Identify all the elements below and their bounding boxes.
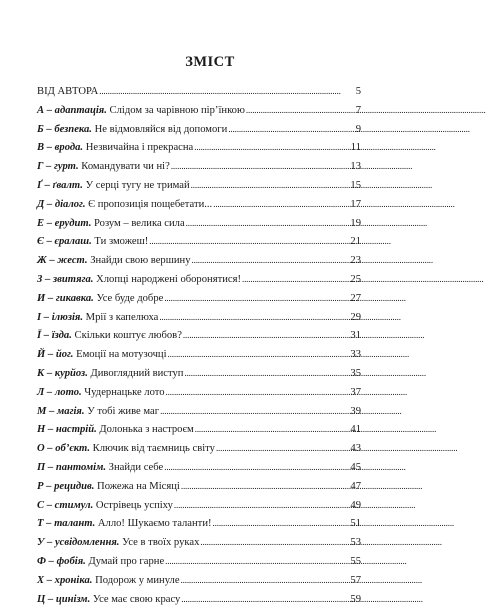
toc-entry-lead: К – курйоз.: [37, 367, 88, 379]
toc-entry-text: Емоції на мотузочці: [76, 349, 167, 361]
toc-entry-text: Розум – велика сила: [94, 217, 185, 229]
toc-entry-title: [37, 591, 180, 609]
toc-entry[interactable]: [37, 402, 361, 421]
toc-entry-title: [37, 497, 173, 516]
toc-entry-title: [37, 252, 191, 271]
toc-page-number: 41: [350, 424, 361, 436]
toc-entry-title: [37, 121, 227, 140]
toc-page-number: 33: [350, 349, 361, 361]
toc-entry[interactable]: [37, 345, 361, 364]
toc-entry-title: [37, 553, 164, 572]
dot-leader: [183, 326, 350, 346]
toc-page-number: 45: [350, 461, 361, 473]
toc-page-number: 17: [350, 198, 361, 210]
dot-leader: [184, 364, 349, 384]
toc-entry-text: Скільки коштує любов?: [74, 330, 182, 342]
toc-entry-lead: Б – безпека.: [37, 123, 92, 135]
toc-entry-text: Острівець успіху: [95, 499, 173, 511]
toc-entry-text: Ключик від таємниць світу: [92, 443, 215, 455]
toc-entry-lead: Р – рецидив.: [37, 480, 95, 492]
toc-entry-text: Усе буде добре: [96, 292, 164, 304]
toc-entry-title: [37, 534, 199, 553]
toc-page-number: 23: [350, 255, 361, 267]
toc-entry-text: Командувати чи ні?: [81, 161, 170, 173]
toc-entry-lead: Д – діалог.: [37, 198, 86, 210]
toc-entry-lead: Н – настрій.: [37, 424, 97, 436]
toc-page-number: 7: [355, 104, 361, 116]
toc-page-number: 5: [355, 86, 361, 97]
dot-leader: [216, 439, 349, 459]
toc-entry-text: Долонька з настроєм: [99, 424, 194, 436]
dot-leader: [164, 458, 349, 478]
dot-leader: [192, 251, 350, 271]
toc-page-number: 53: [350, 537, 361, 549]
toc-entry-text: Думай про гарне: [88, 555, 165, 567]
dot-leader: [171, 157, 350, 177]
toc-entry[interactable]: [37, 138, 361, 157]
toc-entry[interactable]: [37, 82, 361, 101]
toc-entry-text: Пожежа на Місяці: [97, 480, 180, 492]
toc-entry-title: [37, 327, 182, 346]
dot-leader: [228, 120, 350, 140]
dot-leader: [181, 571, 350, 591]
toc-entry-text: Ти зможеш!: [94, 236, 149, 248]
toc-entry[interactable]: [37, 232, 361, 251]
toc-entry-title: [37, 290, 163, 309]
page-title: ЗМІСТ: [185, 54, 235, 70]
toc-entry-title: [37, 177, 190, 196]
toc-entry-title: [37, 403, 159, 422]
toc-entry-lead: Є – єралаш.: [37, 236, 92, 248]
toc-entry[interactable]: [37, 157, 361, 176]
toc-entry-lead: Ґ – ґвалт.: [37, 179, 83, 191]
toc-entry-title: [37, 384, 165, 403]
toc-entry[interactable]: [37, 590, 361, 609]
toc-entry[interactable]: [37, 458, 361, 477]
table-of-contents: [37, 82, 361, 608]
toc-entry-text: Не відмовляйся від допомоги: [94, 123, 228, 135]
toc-entry-lead: З – звитяга.: [37, 273, 94, 285]
toc-entry-text: Знайди себе: [108, 461, 164, 473]
toc-entry[interactable]: [37, 195, 361, 214]
dot-leader: [165, 552, 349, 572]
toc-page-number: 13: [350, 161, 361, 173]
toc-entry-title: [37, 515, 212, 534]
toc-entry-lead: А – адаптація.: [37, 104, 107, 116]
toc-entry[interactable]: [37, 120, 361, 139]
toc-page-number: 47: [350, 480, 361, 492]
toc-entry-lead: П – пантомім.: [37, 461, 107, 473]
toc-entry-title: [37, 215, 185, 234]
toc-entry-text: Алло! Шукаємо таланти!: [97, 518, 212, 530]
toc-page-number: 55: [350, 555, 361, 567]
toc-entry-lead: Г – гурт.: [37, 161, 79, 173]
toc-entry[interactable]: [37, 270, 361, 289]
toc-entry-lead: У – усвідомлення.: [37, 537, 120, 549]
dot-leader: [174, 496, 350, 516]
toc-entry[interactable]: [37, 383, 361, 402]
toc-entry-title: [37, 271, 241, 290]
toc-page-number: 29: [350, 311, 361, 323]
toc-entry[interactable]: [37, 420, 361, 439]
dot-leader: [168, 345, 350, 365]
toc-entry-title: [37, 440, 215, 459]
toc-entry[interactable]: [37, 439, 361, 458]
toc-entry-title: [37, 102, 245, 121]
toc-entry-text: Мрії з капелюха: [85, 311, 159, 323]
dot-leader: [195, 420, 350, 440]
toc-entry[interactable]: [37, 514, 361, 533]
toc-page-number: 59: [350, 593, 361, 605]
toc-entry-text: Знайди свою вершину: [90, 255, 191, 267]
toc-entry-lead: М – магія.: [37, 405, 85, 417]
toc-entry-text: Чудернацьке лото: [84, 386, 165, 398]
toc-entry-lead: Ф – фобія.: [37, 555, 86, 567]
toc-entry[interactable]: [37, 477, 361, 496]
toc-entry-title: [37, 233, 148, 252]
toc-page-number: 27: [350, 292, 361, 304]
toc-entry-lead: С – стимул.: [37, 499, 94, 511]
toc-entry-lead: Ї – їзда.: [37, 330, 72, 342]
toc-page-number: 25: [350, 273, 361, 285]
toc-page-number: 51: [350, 518, 361, 530]
toc-entry-text: У серці тугу не тримай: [85, 179, 190, 191]
dot-leader: [159, 308, 349, 328]
toc-page-number: 31: [350, 330, 361, 342]
dot-leader: [246, 101, 350, 121]
toc-entry[interactable]: [37, 176, 361, 195]
toc-page-number: 19: [350, 217, 361, 229]
toc-entry-title: [37, 421, 194, 440]
toc-entry-lead: В – врода.: [37, 142, 84, 154]
toc-entry-title: [37, 346, 167, 365]
toc-entry-text: Усе в твоїх руках: [122, 537, 200, 549]
toc-entry-title: [37, 309, 158, 328]
dot-leader: [99, 82, 350, 102]
toc-entry[interactable]: [37, 571, 361, 590]
toc-entry-lead: Ж – жест.: [37, 255, 88, 267]
toc-entry-lead: Й – йог.: [37, 349, 74, 361]
toc-entry-lead: Х – хроніка.: [37, 574, 93, 586]
toc-entry[interactable]: [37, 251, 361, 270]
toc-page-number: 37: [350, 386, 361, 398]
dot-leader: [160, 402, 349, 422]
toc-entry-lead: ВІД АВТОРА: [37, 86, 99, 97]
toc-page-number: 39: [350, 405, 361, 417]
dot-leader: [242, 270, 349, 290]
toc-entry-lead: І – ілюзія.: [37, 311, 84, 323]
toc-entry-text: Подорож у минуле: [95, 574, 180, 586]
toc-entry-title: [37, 158, 170, 177]
dot-leader: [181, 477, 350, 497]
dot-leader: [166, 383, 350, 403]
dot-leader: [149, 232, 349, 252]
toc-page-number: 49: [350, 499, 361, 511]
toc-page-number: 35: [350, 367, 361, 379]
toc-page-number: 57: [350, 574, 361, 586]
toc-entry[interactable]: [37, 101, 361, 120]
toc-entry-text: Є пропозиція пощебетати...: [88, 198, 213, 210]
toc-entry-text: Хлопці народжені оборонятися!: [96, 273, 241, 285]
toc-entry[interactable]: [37, 326, 361, 345]
dot-leader: [200, 533, 349, 553]
dot-leader: [213, 514, 350, 534]
toc-page-number: 11: [350, 142, 361, 154]
toc-entry-lead: И – гикавка.: [37, 292, 94, 304]
toc-page-number: 15: [350, 179, 361, 191]
dot-leader: [164, 289, 349, 309]
toc-page-number: 21: [350, 236, 361, 248]
toc-entry-text: Усе має свою красу: [92, 593, 181, 605]
toc-entry-lead: Ц – цинізм.: [37, 593, 91, 605]
toc-entry[interactable]: [37, 214, 361, 233]
toc-entry-title: [37, 139, 193, 158]
toc-entry[interactable]: [37, 289, 361, 308]
toc-entry-lead: Е – ерудит.: [37, 217, 92, 229]
toc-entry[interactable]: [37, 308, 361, 327]
toc-entry-title: [37, 478, 180, 497]
dot-leader: [181, 590, 349, 609]
dot-leader: [194, 138, 350, 158]
toc-page-number: 43: [350, 443, 361, 455]
dot-leader: [186, 214, 350, 234]
toc-entry-title: [37, 196, 212, 215]
toc-entry[interactable]: [37, 533, 361, 552]
dot-leader: [191, 176, 350, 196]
toc-entry-title: [37, 83, 98, 102]
toc-entry-title: [37, 459, 163, 478]
dot-leader: [213, 195, 349, 215]
toc-entry-lead: Т – талант.: [37, 518, 96, 530]
toc-entry-lead: Л – лото.: [37, 386, 82, 398]
toc-entry[interactable]: [37, 496, 361, 515]
toc-entry[interactable]: [37, 364, 361, 383]
toc-entry-text: Дивоглядний виступ: [90, 367, 184, 379]
toc-entry-title: [37, 572, 180, 591]
toc-entry-text: Слідом за чарівною пір’їнкою: [109, 104, 245, 116]
toc-entry-title: [37, 365, 183, 384]
toc-entry-text: Незвичайна і прекрасна: [85, 142, 194, 154]
toc-entry-lead: О – об’єкт.: [37, 443, 90, 455]
toc-entry[interactable]: [37, 552, 361, 571]
toc-page-number: 9: [355, 123, 361, 135]
toc-entry-text: У тобі живе маг: [87, 405, 160, 417]
